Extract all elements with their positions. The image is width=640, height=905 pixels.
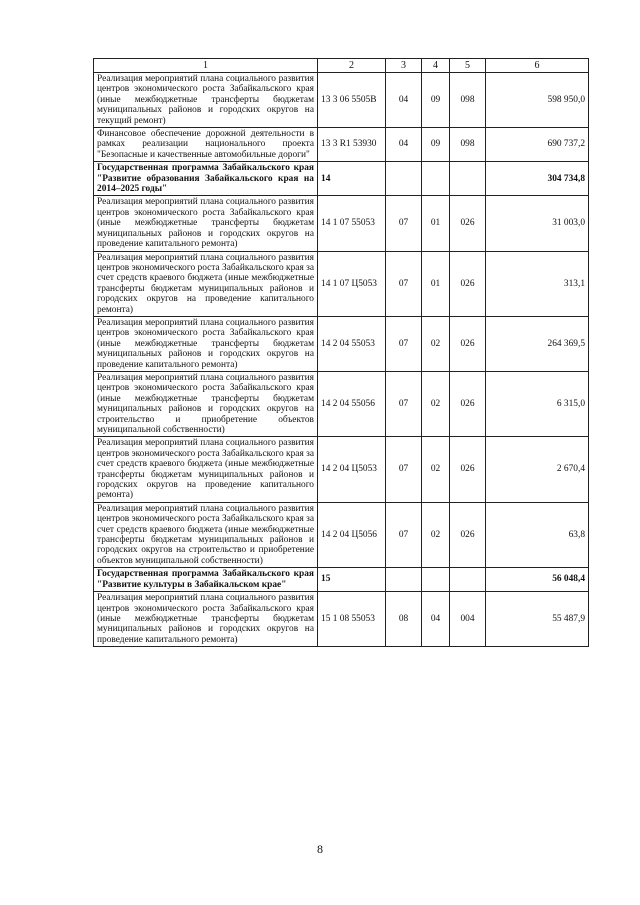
- subsection-cell: 09: [422, 128, 450, 162]
- expense-type-cell: [450, 568, 486, 592]
- row-name-cell: Реализация мероприятий плана социального развития центров экономического роста Забайкальского края (иные межбюджетные трансферты бюджетам муниципальных районов и городских округов на проведение капитального ремонта): [94, 592, 318, 647]
- row-name-cell: Государственная программа Забайкальского края "Развитие образования Забайкальского края на 2014–2025 годы": [94, 162, 318, 196]
- table-row: [94, 73, 589, 128]
- expense-type-cell: [450, 162, 486, 196]
- table-row: [94, 437, 589, 502]
- header-cell: 5: [450, 59, 486, 73]
- target-article-cell: 14 2 04 55053: [318, 316, 386, 371]
- row-name-cell: Реализация мероприятий плана социального развития центров экономического роста Забайкальского края за счет средств краевого бюджета (иные межбюджетные трансферты бюджетам муниципальных районов и городских округов на проведение капитального ремонта): [94, 251, 318, 316]
- amount-cell: 313,1: [486, 251, 589, 316]
- subsection-cell: 02: [422, 316, 450, 371]
- subsection-cell: 02: [422, 437, 450, 502]
- subsection-cell: 04: [422, 592, 450, 647]
- section-cell: 07: [386, 502, 422, 567]
- row-name-cell: Государственная программа Забайкальского края "Развитие культуры в Забайкальском крае": [94, 568, 318, 592]
- target-article-cell: 14 2 04 55056: [318, 371, 386, 436]
- amount-cell: 55 487,9: [486, 592, 589, 647]
- subsection-cell: 01: [422, 251, 450, 316]
- expense-type-cell: 098: [450, 73, 486, 128]
- target-article-cell: 15: [318, 568, 386, 592]
- page-number: 8: [317, 842, 323, 856]
- expense-type-cell: 098: [450, 128, 486, 162]
- section-cell: [386, 568, 422, 592]
- table-row: [94, 568, 589, 592]
- amount-cell: 63,8: [486, 502, 589, 567]
- amount-cell: 304 734,8: [486, 162, 589, 196]
- table-row: [94, 128, 589, 162]
- row-name-cell: Реализация мероприятий плана социального развития центров экономического роста Забайкальского края (иные межбюджетные трансферты бюджетам муниципальных районов и городских округов на проведение капитального ремонта): [94, 196, 318, 251]
- target-article-cell: 14 2 04 Ц5056: [318, 502, 386, 567]
- amount-cell: 56 048,4: [486, 568, 589, 592]
- amount-cell: 31 003,0: [486, 196, 589, 251]
- subsection-cell: 02: [422, 502, 450, 567]
- section-cell: 04: [386, 128, 422, 162]
- header-cell: 1: [94, 59, 318, 73]
- row-name-cell: Реализация мероприятий плана социального развития центров экономического роста Забайкальского края за счет средств краевого бюджета (иные межбюджетные трансферты бюджетам муниципальных районов и городских округов на проведение капитального ремонта): [94, 437, 318, 502]
- section-cell: [386, 162, 422, 196]
- expense-type-cell: 026: [450, 251, 486, 316]
- table-row: [94, 592, 589, 647]
- section-cell: 07: [386, 196, 422, 251]
- row-name-cell: Финансовое обеспечение дорожной деятельности в рамках реализации национального проекта "Безопасные и качественные автомобильные дороги": [94, 128, 318, 162]
- target-article-cell: 13 3 R1 53930: [318, 128, 386, 162]
- header-cell: 6: [486, 59, 589, 73]
- target-article-cell: 14 1 07 Ц5053: [318, 251, 386, 316]
- amount-cell: 264 369,5: [486, 316, 589, 371]
- expense-type-cell: 026: [450, 371, 486, 436]
- section-cell: 04: [386, 73, 422, 128]
- header-cell: 3: [386, 59, 422, 73]
- amount-cell: 598 950,0: [486, 73, 589, 128]
- row-name-cell: Реализация мероприятий плана социального развития центров экономического роста Забайкальского края (иные межбюджетные трансферты бюджетам муниципальных районов и городских округов на проведение капитального ремонта): [94, 316, 318, 371]
- target-article-cell: 14: [318, 162, 386, 196]
- subsection-cell: 01: [422, 196, 450, 251]
- row-name-cell: Реализация мероприятий плана социального развития центров экономического роста Забайкальского края (иные межбюджетные трансферты бюджетам муниципальных районов и городских округов на текущий ремонт): [94, 73, 318, 128]
- expense-type-cell: 026: [450, 437, 486, 502]
- subsection-cell: [422, 162, 450, 196]
- amount-cell: 6 315,0: [486, 371, 589, 436]
- expense-type-cell: 004: [450, 592, 486, 647]
- section-cell: 07: [386, 437, 422, 502]
- header-row: [94, 59, 589, 73]
- expense-type-cell: 026: [450, 196, 486, 251]
- target-article-cell: 14 1 07 55053: [318, 196, 386, 251]
- section-cell: 07: [386, 371, 422, 436]
- table-row: [94, 371, 589, 436]
- expense-type-cell: 026: [450, 502, 486, 567]
- row-name-cell: Реализация мероприятий плана социального развития центров экономического роста Забайкальского края за счет средств краевого бюджета (иные межбюджетные трансферты бюджетам муниципальных районов и городских округов на строительство и приобретение объектов муниципальной собственности): [94, 502, 318, 567]
- subsection-cell: 09: [422, 73, 450, 128]
- target-article-cell: 13 3 06 5505В: [318, 73, 386, 128]
- table-row: [94, 162, 589, 196]
- section-cell: 07: [386, 251, 422, 316]
- subsection-cell: [422, 568, 450, 592]
- header-cell: 2: [318, 59, 386, 73]
- table-body: [94, 59, 589, 647]
- table-row: [94, 251, 589, 316]
- target-article-cell: 14 2 04 Ц5053: [318, 437, 386, 502]
- amount-cell: 2 670,4: [486, 437, 589, 502]
- row-name-cell: Реализация мероприятий плана социального развития центров экономического роста Забайкальского края (иные межбюджетные трансферты бюджетам муниципальных районов и городских округов на строительство и приобретение объектов муниципальной собственности): [94, 371, 318, 436]
- target-article-cell: 15 1 08 55053: [318, 592, 386, 647]
- table-row: [94, 196, 589, 251]
- section-cell: 08: [386, 592, 422, 647]
- subsection-cell: 02: [422, 371, 450, 436]
- expense-type-cell: 026: [450, 316, 486, 371]
- section-cell: 07: [386, 316, 422, 371]
- budget-table: [93, 58, 589, 647]
- header-cell: 4: [422, 59, 450, 73]
- amount-cell: 690 737,2: [486, 128, 589, 162]
- table-row: [94, 316, 589, 371]
- table-row: [94, 502, 589, 567]
